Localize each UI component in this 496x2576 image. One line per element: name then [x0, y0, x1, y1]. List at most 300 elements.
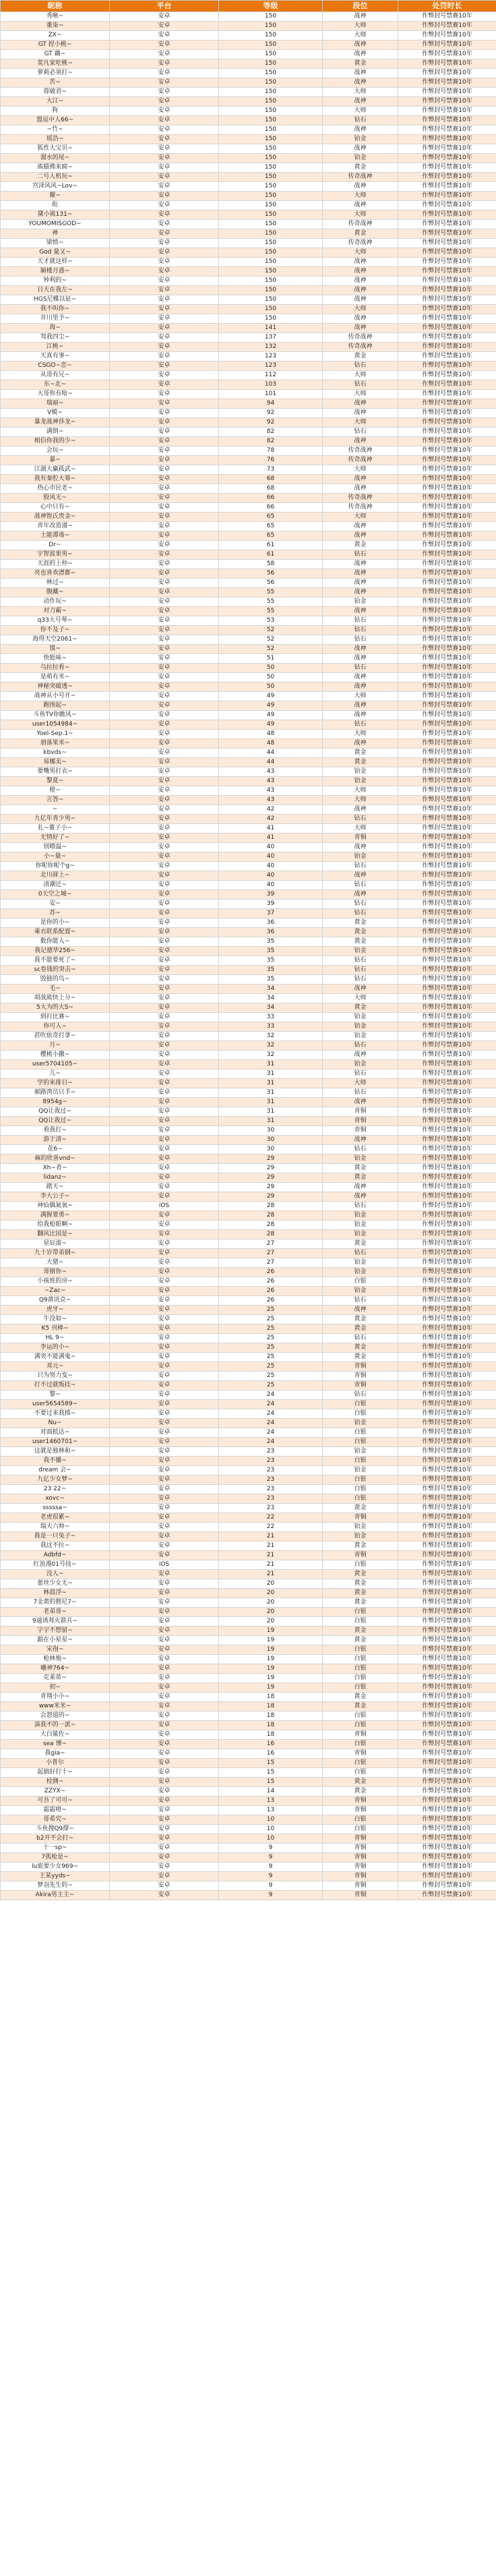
- cell-level: 34: [219, 1003, 323, 1013]
- cell-rank: 钻石: [323, 626, 398, 635]
- table-row: [1, 494, 496, 503]
- cell-platform: 安卓: [110, 418, 219, 428]
- cell-penalty: 作弊封号禁赛10年: [398, 1060, 496, 1070]
- cell-level: 31: [219, 1070, 323, 1079]
- cell-nickname: 霜霜噔~: [1, 1806, 110, 1815]
- table-row: [1, 456, 496, 465]
- cell-nickname: 乌拉拉看~: [1, 664, 110, 673]
- cell-penalty: 作弊封号禁赛10年: [398, 446, 496, 456]
- cell-rank: 白银: [323, 1664, 398, 1674]
- cell-rank: 白银: [323, 1617, 398, 1627]
- cell-platform: 安卓: [110, 994, 219, 1003]
- cell-nickname: 海得天空2061~: [1, 635, 110, 645]
- cell-nickname: 易娜美~: [1, 758, 110, 767]
- cell-level: 26: [219, 1287, 323, 1296]
- cell-penalty: 作弊封号禁赛10年: [398, 1532, 496, 1542]
- cell-rank: 黄金: [323, 1787, 398, 1796]
- cell-nickname: 没人~: [1, 1570, 110, 1579]
- cell-level: 21: [219, 1560, 323, 1570]
- cell-level: 29: [219, 1173, 323, 1183]
- cell-rank: 钻石: [323, 380, 398, 390]
- cell-level: 43: [219, 777, 323, 786]
- cell-nickname: 黛小熊131~: [1, 210, 110, 220]
- cell-rank: 黄金: [323, 1636, 398, 1645]
- cell-nickname: user1460701~: [1, 1438, 110, 1447]
- cell-rank: 战神: [323, 437, 398, 446]
- cell-nickname: 战神饱氏贵金~: [1, 513, 110, 522]
- cell-platform: 安卓: [110, 1570, 219, 1579]
- cell-level: 42: [219, 805, 323, 815]
- cell-penalty: 作弊封号禁赛10年: [398, 1542, 496, 1551]
- cell-platform: 安卓: [110, 248, 219, 258]
- cell-nickname: lu旅要少女969~: [1, 1863, 110, 1872]
- cell-rank: 战神: [323, 673, 398, 682]
- cell-nickname: 梦羽先生的~: [1, 1881, 110, 1891]
- cell-level: 10: [219, 1815, 323, 1825]
- cell-platform: 安卓: [110, 1419, 219, 1428]
- cell-level: 20: [219, 1598, 323, 1608]
- cell-platform: 安卓: [110, 399, 219, 409]
- cell-platform: 安卓: [110, 597, 219, 607]
- cell-level: 150: [219, 182, 323, 192]
- table-row: [1, 815, 496, 824]
- cell-platform: 安卓: [110, 1428, 219, 1438]
- cell-nickname: 对刀霸~: [1, 607, 110, 616]
- table-row: [1, 1343, 496, 1353]
- cell-nickname: 神: [1, 229, 110, 239]
- cell-rank: 铂金: [323, 1154, 398, 1164]
- table-row: [1, 88, 496, 97]
- table-row: [1, 1372, 496, 1381]
- cell-rank: 大师: [323, 730, 398, 739]
- cell-rank: 黄金: [323, 749, 398, 758]
- table-row: [1, 1202, 496, 1211]
- cell-nickname: 小孩班的房~: [1, 1277, 110, 1287]
- cell-penalty: 作弊封号禁赛10年: [398, 1324, 496, 1334]
- cell-rank: 钻石: [323, 1041, 398, 1051]
- cell-nickname: 相信你我的少~: [1, 437, 110, 446]
- cell-level: 55: [219, 588, 323, 597]
- table-row: [1, 446, 496, 456]
- cell-level: 23: [219, 1447, 323, 1457]
- cell-nickname: 会怨道的~: [1, 1711, 110, 1721]
- cell-penalty: 作弊封号禁赛10年: [398, 673, 496, 682]
- cell-penalty: 作弊封号禁赛10年: [398, 1277, 496, 1287]
- cell-level: 32: [219, 1032, 323, 1041]
- cell-penalty: 作弊封号禁赛10年: [398, 1825, 496, 1834]
- table-row: [1, 682, 496, 692]
- cell-penalty: 作弊封号禁赛10年: [398, 1419, 496, 1428]
- cell-rank: 战神: [323, 531, 398, 541]
- header-platform: 平台: [110, 1, 219, 12]
- cell-platform: 安卓: [110, 1768, 219, 1778]
- cell-nickname: Q9黄讯克~: [1, 1296, 110, 1306]
- cell-platform: 安卓: [110, 135, 219, 144]
- cell-platform: iOS: [110, 1560, 219, 1570]
- table-row: [1, 1636, 496, 1645]
- cell-penalty: 作弊封号禁赛10年: [398, 1447, 496, 1457]
- cell-level: 28: [219, 1211, 323, 1221]
- cell-platform: 安卓: [110, 947, 219, 956]
- cell-platform: 安卓: [110, 890, 219, 900]
- cell-nickname: 克莱蒂~: [1, 1674, 110, 1683]
- table-row: [1, 1702, 496, 1711]
- cell-level: 10: [219, 1834, 323, 1844]
- cell-penalty: 作弊封号禁赛10年: [398, 1258, 496, 1268]
- cell-level: 35: [219, 956, 323, 966]
- cell-nickname: 对面抵达~: [1, 1428, 110, 1438]
- cell-rank: 白银: [323, 1494, 398, 1504]
- cell-rank: 青铜: [323, 833, 398, 843]
- cell-rank: 白银: [323, 1740, 398, 1749]
- cell-nickname: 甚吹依奇打拿~: [1, 1032, 110, 1041]
- cell-penalty: 作弊封号禁赛10年: [398, 456, 496, 465]
- table-row: [1, 1306, 496, 1315]
- cell-level: 31: [219, 1088, 323, 1098]
- cell-rank: 黄金: [323, 163, 398, 173]
- table-row: [1, 616, 496, 626]
- cell-platform: 安卓: [110, 229, 219, 239]
- cell-penalty: 作弊封号禁赛10年: [398, 1202, 496, 1211]
- cell-rank: 白银: [323, 1485, 398, 1494]
- cell-penalty: 作弊封号禁赛10年: [398, 343, 496, 352]
- cell-platform: 安卓: [110, 730, 219, 739]
- cell-rank: 钻石: [323, 635, 398, 645]
- table-row: [1, 258, 496, 267]
- table-row: [1, 1532, 496, 1542]
- cell-penalty: 作弊封号禁赛10年: [398, 220, 496, 229]
- cell-rank: 战神: [323, 588, 398, 597]
- table-row: [1, 135, 496, 144]
- cell-platform: 安卓: [110, 871, 219, 881]
- cell-penalty: 作弊封号禁赛10年: [398, 1844, 496, 1853]
- cell-nickname: 扎~董子小~: [1, 824, 110, 833]
- table-row: [1, 1183, 496, 1192]
- cell-nickname: 麻的欣喜vnd~: [1, 1154, 110, 1164]
- table-row: [1, 635, 496, 645]
- table-row: [1, 1466, 496, 1475]
- cell-level: 51: [219, 654, 323, 664]
- table-row: [1, 59, 496, 69]
- cell-platform: 安卓: [110, 1164, 219, 1173]
- cell-penalty: 作弊封号禁赛10年: [398, 796, 496, 805]
- cell-nickname: 莫凡家吃桃~: [1, 59, 110, 69]
- cell-penalty: 作弊封号禁赛10年: [398, 1787, 496, 1796]
- cell-platform: 安卓: [110, 1088, 219, 1098]
- cell-nickname: 7金黄的狸尼7~: [1, 1598, 110, 1608]
- cell-nickname: 月~: [1, 1041, 110, 1051]
- cell-level: 150: [219, 78, 323, 88]
- table-row: [1, 1230, 496, 1239]
- table-row: [1, 1022, 496, 1032]
- cell-platform: iOS: [110, 1202, 219, 1211]
- cell-rank: 青铜: [323, 1891, 398, 1900]
- table-row: [1, 286, 496, 295]
- cell-level: 123: [219, 361, 323, 371]
- cell-rank: 铂金: [323, 1523, 398, 1532]
- cell-platform: 安卓: [110, 1721, 219, 1730]
- cell-level: 20: [219, 1579, 323, 1589]
- cell-level: 24: [219, 1428, 323, 1438]
- cell-rank: 钻石: [323, 1145, 398, 1154]
- cell-rank: 战神: [323, 1192, 398, 1202]
- table-row: [1, 1768, 496, 1778]
- cell-penalty: 作弊封号禁赛10年: [398, 1513, 496, 1523]
- table-row: [1, 1485, 496, 1494]
- cell-penalty: 作弊封号禁赛10年: [398, 871, 496, 881]
- cell-rank: 大师: [323, 22, 398, 31]
- cell-penalty: 作弊封号禁赛10年: [398, 1088, 496, 1098]
- cell-platform: 安卓: [110, 1306, 219, 1315]
- cell-rank: 战神: [323, 295, 398, 305]
- cell-platform: 安卓: [110, 78, 219, 88]
- table-row: [1, 881, 496, 890]
- cell-penalty: 作弊封号禁赛10年: [398, 513, 496, 522]
- cell-platform: 安卓: [110, 390, 219, 399]
- table-row: [1, 956, 496, 966]
- cell-platform: 安卓: [110, 645, 219, 654]
- cell-penalty: 作弊封号禁赛10年: [398, 1372, 496, 1381]
- cell-rank: 铂金: [323, 1032, 398, 1041]
- cell-penalty: 作弊封号禁赛10年: [398, 154, 496, 163]
- cell-level: 29: [219, 1154, 323, 1164]
- cell-nickname: GT 藕~: [1, 50, 110, 59]
- cell-penalty: 作弊封号禁赛10年: [398, 1494, 496, 1504]
- cell-nickname: 心中只有~: [1, 503, 110, 513]
- cell-penalty: 作弊封号禁赛10年: [398, 1315, 496, 1324]
- cell-platform: 安卓: [110, 314, 219, 324]
- cell-level: 24: [219, 1438, 323, 1447]
- cell-level: 150: [219, 258, 323, 267]
- cell-penalty: 作弊封号禁赛10年: [398, 12, 496, 22]
- cell-penalty: 作弊封号禁赛10年: [398, 1683, 496, 1693]
- cell-level: 24: [219, 1391, 323, 1400]
- cell-platform: 安卓: [110, 720, 219, 730]
- cell-level: 35: [219, 947, 323, 956]
- cell-rank: 钻石: [323, 361, 398, 371]
- cell-penalty: 作弊封号禁赛10年: [398, 276, 496, 286]
- table-row: [1, 390, 496, 399]
- cell-nickname: 虎牙~: [1, 1306, 110, 1315]
- cell-level: 28: [219, 1230, 323, 1239]
- cell-platform: 安卓: [110, 815, 219, 824]
- cell-platform: 安卓: [110, 1032, 219, 1041]
- cell-nickname: 我有秦腔大筹~: [1, 475, 110, 484]
- cell-rank: 大师: [323, 390, 398, 399]
- cell-rank: 白银: [323, 1560, 398, 1570]
- cell-platform: 安卓: [110, 144, 219, 154]
- table-row: [1, 1277, 496, 1287]
- cell-penalty: 作弊封号禁赛10年: [398, 1579, 496, 1589]
- cell-level: 20: [219, 1589, 323, 1598]
- cell-penalty: 作弊封号禁赛10年: [398, 107, 496, 116]
- cell-level: 150: [219, 154, 323, 163]
- cell-nickname: Nu~: [1, 1419, 110, 1428]
- table-row: [1, 994, 496, 1003]
- cell-nickname: ZX~: [1, 31, 110, 40]
- cell-level: 10: [219, 1825, 323, 1834]
- cell-penalty: 作弊封号禁赛10年: [398, 484, 496, 494]
- cell-level: 58: [219, 560, 323, 569]
- cell-platform: 安卓: [110, 1815, 219, 1825]
- cell-platform: 安卓: [110, 1617, 219, 1627]
- cell-platform: 安卓: [110, 22, 219, 31]
- cell-nickname: 你不及子~: [1, 626, 110, 635]
- cell-nickname: 北川驿上~: [1, 871, 110, 881]
- cell-platform: 安卓: [110, 900, 219, 909]
- table-row: [1, 918, 496, 928]
- cell-level: 150: [219, 276, 323, 286]
- cell-nickname: 驾我四尘~: [1, 333, 110, 343]
- cell-penalty: 作弊封号禁赛10年: [398, 1570, 496, 1579]
- cell-nickname: HGS尼蝶以征~: [1, 295, 110, 305]
- cell-penalty: 作弊封号禁赛10年: [398, 1183, 496, 1192]
- table-row: [1, 324, 496, 333]
- cell-nickname: 宇智波果男~: [1, 550, 110, 560]
- cell-penalty: 作弊封号禁赛10年: [398, 475, 496, 484]
- cell-penalty: 作弊封号禁赛10年: [398, 371, 496, 380]
- cell-rank: 白银: [323, 1608, 398, 1617]
- cell-rank: 传奇战神: [323, 446, 398, 456]
- cell-platform: 安卓: [110, 182, 219, 192]
- cell-nickname: 腹藏~: [1, 588, 110, 597]
- table-row: [1, 503, 496, 513]
- cell-rank: 青铜: [323, 1834, 398, 1844]
- cell-penalty: 作弊封号禁赛10年: [398, 305, 496, 314]
- cell-penalty: 作弊封号禁赛10年: [398, 560, 496, 569]
- cell-level: 56: [219, 579, 323, 588]
- cell-nickname: 大白鲨佐~: [1, 1730, 110, 1740]
- cell-platform: 安卓: [110, 1353, 219, 1362]
- cell-platform: 安卓: [110, 1173, 219, 1183]
- cell-platform: 安卓: [110, 833, 219, 843]
- cell-rank: 青铜: [323, 1362, 398, 1372]
- cell-penalty: 作弊封号禁赛10年: [398, 1551, 496, 1560]
- cell-platform: 安卓: [110, 522, 219, 531]
- cell-rank: 钻石: [323, 1391, 398, 1400]
- cell-level: 13: [219, 1796, 323, 1806]
- cell-rank: 钻石: [323, 881, 398, 890]
- cell-level: 18: [219, 1730, 323, 1740]
- cell-penalty: 作弊封号禁赛10年: [398, 1664, 496, 1674]
- cell-level: 26: [219, 1296, 323, 1306]
- cell-penalty: 作弊封号禁赛10年: [398, 1107, 496, 1117]
- cell-level: 22: [219, 1513, 323, 1523]
- cell-platform: 安卓: [110, 1183, 219, 1192]
- cell-level: 29: [219, 1164, 323, 1173]
- cell-level: 50: [219, 682, 323, 692]
- cell-rank: 青铜: [323, 1513, 398, 1523]
- cell-rank: 白银: [323, 1721, 398, 1730]
- cell-nickname: 九亿年青少男~: [1, 815, 110, 824]
- cell-level: 94: [219, 399, 323, 409]
- cell-level: 25: [219, 1343, 323, 1353]
- cell-level: 28: [219, 1202, 323, 1211]
- cell-platform: 安卓: [110, 1608, 219, 1617]
- cell-penalty: 作弊封号禁赛10年: [398, 815, 496, 824]
- cell-platform: 安卓: [110, 1051, 219, 1060]
- cell-penalty: 作弊封号禁赛10年: [398, 975, 496, 985]
- cell-level: 9: [219, 1881, 323, 1891]
- cell-level: 150: [219, 314, 323, 324]
- table-row: [1, 692, 496, 701]
- cell-level: 19: [219, 1636, 323, 1645]
- cell-rank: 黄金: [323, 1570, 398, 1579]
- cell-penalty: 作弊封号禁赛10年: [398, 767, 496, 777]
- cell-platform: 安卓: [110, 12, 219, 22]
- cell-platform: 安卓: [110, 692, 219, 701]
- table-row: [1, 1211, 496, 1221]
- cell-platform: 安卓: [110, 701, 219, 711]
- cell-penalty: 作弊封号禁赛10年: [398, 1230, 496, 1239]
- cell-platform: 安卓: [110, 1872, 219, 1881]
- table-row: [1, 1287, 496, 1296]
- cell-penalty: 作弊封号禁赛10年: [398, 1589, 496, 1598]
- cell-platform: 安卓: [110, 1683, 219, 1693]
- cell-nickname: 热心市民老~: [1, 484, 110, 494]
- table-row: [1, 1551, 496, 1560]
- cell-rank: 铂金: [323, 1022, 398, 1032]
- table-row: [1, 786, 496, 796]
- cell-rank: 战神: [323, 711, 398, 720]
- cell-platform: 安卓: [110, 550, 219, 560]
- cell-level: 23: [219, 1485, 323, 1494]
- cell-nickname: 颍楼月惑~: [1, 267, 110, 276]
- cell-rank: 战神: [323, 276, 398, 286]
- cell-nickname: 九亿少女梦~: [1, 1475, 110, 1485]
- cell-level: 55: [219, 597, 323, 607]
- cell-platform: 安卓: [110, 1372, 219, 1381]
- cell-level: 44: [219, 749, 323, 758]
- cell-platform: 安卓: [110, 1702, 219, 1711]
- cell-penalty: 作弊封号禁赛10年: [398, 69, 496, 78]
- cell-rank: 战神: [323, 399, 398, 409]
- cell-level: 18: [219, 1702, 323, 1711]
- table-row: [1, 1627, 496, 1636]
- table-row: [1, 1315, 496, 1324]
- table-row: [1, 975, 496, 985]
- cell-nickname: 学的来排日~: [1, 1079, 110, 1088]
- cell-platform: 安卓: [110, 173, 219, 182]
- cell-rank: 战神: [323, 607, 398, 616]
- cell-level: 82: [219, 428, 323, 437]
- cell-platform: 安卓: [110, 437, 219, 446]
- cell-rank: 战神: [323, 324, 398, 333]
- cell-nickname: 这就是独林和~: [1, 1447, 110, 1457]
- cell-platform: 安卓: [110, 1504, 219, 1513]
- cell-platform: 安卓: [110, 541, 219, 550]
- cell-rank: 战神: [323, 1136, 398, 1145]
- cell-platform: 安卓: [110, 616, 219, 626]
- table-row: [1, 31, 496, 40]
- cell-nickname: 宫泽风风~Lov~: [1, 182, 110, 192]
- cell-rank: 钻石: [323, 1202, 398, 1211]
- cell-rank: 白银: [323, 1400, 398, 1409]
- table-row: [1, 1787, 496, 1796]
- cell-penalty: 作弊封号禁赛10年: [398, 201, 496, 210]
- cell-nickname: 大猪~: [1, 1258, 110, 1268]
- cell-level: 33: [219, 1022, 323, 1032]
- cell-penalty: 作弊封号禁赛10年: [398, 994, 496, 1003]
- cell-platform: 安卓: [110, 1475, 219, 1485]
- cell-level: 43: [219, 767, 323, 777]
- cell-platform: 安卓: [110, 1693, 219, 1702]
- cell-rank: 传奇战神: [323, 220, 398, 229]
- cell-penalty: 作弊封号禁赛10年: [398, 88, 496, 97]
- table-row: [1, 758, 496, 767]
- cell-level: 150: [219, 163, 323, 173]
- cell-rank: 战神: [323, 182, 398, 192]
